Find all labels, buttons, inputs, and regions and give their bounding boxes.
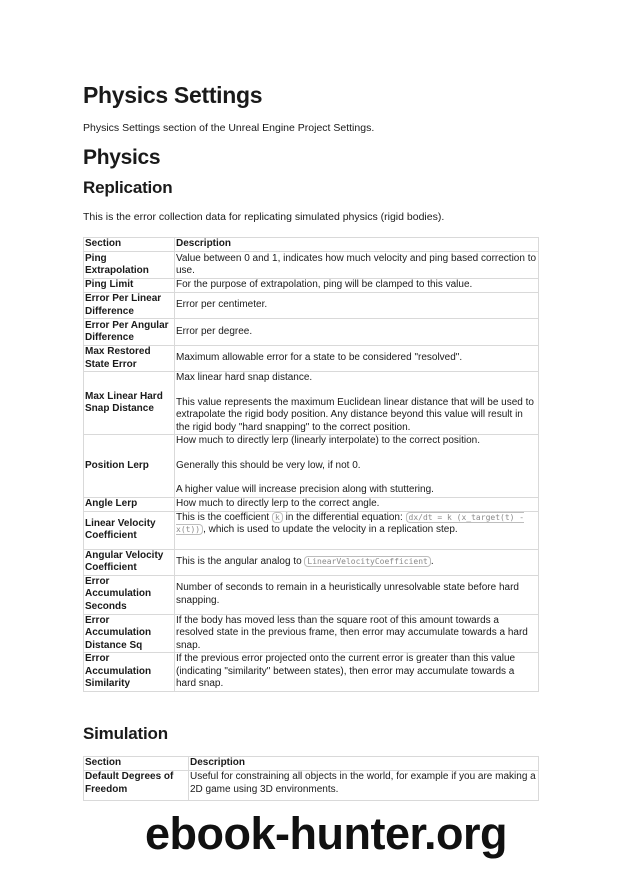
row-description: For the purpose of extrapolation, ping will be clamped to this value. xyxy=(175,279,539,293)
row-section: Max Restored State Error xyxy=(84,346,175,372)
description-text: , which is used to update the velocity in a replication step. xyxy=(203,524,458,535)
replication-description: This is the error collection data for replicating simulated physics (rigid bodies). xyxy=(83,211,445,223)
row-section: Error Accumulation Similarity xyxy=(84,653,175,692)
table-row xyxy=(84,771,539,801)
replication-table xyxy=(83,237,539,692)
description-paragraph: A higher value will increase precision along with stuttering. xyxy=(176,484,434,495)
row-description xyxy=(175,372,539,435)
description-text: This is the coefficient xyxy=(176,511,270,523)
row-section: Angle Lerp xyxy=(84,497,175,511)
table-row xyxy=(84,435,539,498)
row-description: How much to directly lerp to the correct angle. xyxy=(175,497,539,511)
row-section: Position Lerp xyxy=(84,435,175,498)
inline-code: dx/dt = k (x_target(t) - x(t)) xyxy=(176,512,525,534)
row-description: Number of seconds to remain in a heuristically unresolvable state before hard snapping. xyxy=(175,575,539,614)
description-paragraph: Max linear hard snap distance. xyxy=(176,372,313,383)
table-header-row xyxy=(84,238,539,252)
row-description: Error per centimeter. xyxy=(175,293,539,319)
row-section: Default Degrees of Freedom xyxy=(84,771,189,801)
row-description: Value between 0 and 1, indicates how much velocity and ping based correction to use. xyxy=(175,252,539,279)
row-description: If the body has moved less than the square root of this amount towards a resolved state in the previous frame, then error may accumulate towards a hard snap. xyxy=(175,614,539,653)
row-section: Error Per Linear Difference xyxy=(84,293,175,319)
header-section: Section xyxy=(84,238,175,252)
description-paragraph: This value represents the maximum Euclidean linear distance that will be used to extrapolate the rigid body position. Any distance beyond this value will result in the rigid body "hard snapping" to the correct position. xyxy=(176,396,534,433)
section-heading-physics: Physics xyxy=(83,146,161,169)
row-section: Error Accumulation Distance Sq xyxy=(84,614,175,653)
table-row xyxy=(84,497,539,511)
row-section: Ping Extrapolation xyxy=(84,252,175,279)
table-row xyxy=(84,319,539,346)
row-section: Error Accumulation Seconds xyxy=(84,575,175,614)
table-row xyxy=(84,575,539,614)
row-description xyxy=(175,549,539,575)
row-description xyxy=(175,511,539,549)
table-row xyxy=(84,252,539,279)
row-description: Error per degree. xyxy=(175,319,539,346)
intro-text: Physics Settings section of the Unreal Engine Project Settings. xyxy=(83,122,375,134)
row-section: Angular Velocity Coefficient xyxy=(84,549,175,575)
simulation-table xyxy=(83,756,539,801)
row-section: Error Per Angular Difference xyxy=(84,319,175,346)
table-row xyxy=(84,372,539,435)
table-row xyxy=(84,293,539,319)
watermark-text: ebook-hunter.org xyxy=(145,808,507,859)
inline-code: k xyxy=(272,512,283,523)
table-row xyxy=(84,346,539,372)
table-row xyxy=(84,549,539,575)
row-section: Max Linear Hard Snap Distance xyxy=(84,372,175,435)
row-description: Useful for constraining all objects in the world, for example if you are making a 2D game using 3D environments. xyxy=(189,771,539,801)
inline-code: LinearVelocityCoefficient xyxy=(304,556,430,567)
row-section: Ping Limit xyxy=(84,279,175,293)
table-row xyxy=(84,279,539,293)
row-section: Linear Velocity Coefficient xyxy=(84,511,175,549)
description-text: in the differential equation: xyxy=(285,511,403,523)
page-title: Physics Settings xyxy=(83,82,263,108)
description-paragraph: Generally this should be very low, if not 0. xyxy=(176,459,361,471)
header-description: Description xyxy=(189,757,539,771)
row-description xyxy=(175,435,539,498)
subsection-heading-replication: Replication xyxy=(83,178,173,197)
row-description: Maximum allowable error for a state to be considered "resolved". xyxy=(175,346,539,372)
description-text: This is the angular analog to xyxy=(176,555,302,567)
subsection-heading-simulation: Simulation xyxy=(83,724,168,743)
description-text: . xyxy=(430,555,434,567)
table-header-row xyxy=(84,757,539,771)
row-description: If the previous error projected onto the current error is greater than this value (indicating "similarity" between states), then error may accumulate towards a hard snap. xyxy=(175,653,539,692)
header-description: Description xyxy=(175,238,539,252)
table-row xyxy=(84,511,539,549)
description-paragraph: How much to directly lerp (linearly interpolate) to the correct position. xyxy=(176,435,481,446)
header-section: Section xyxy=(84,757,189,771)
table-row xyxy=(84,614,539,653)
table-row xyxy=(84,653,539,692)
